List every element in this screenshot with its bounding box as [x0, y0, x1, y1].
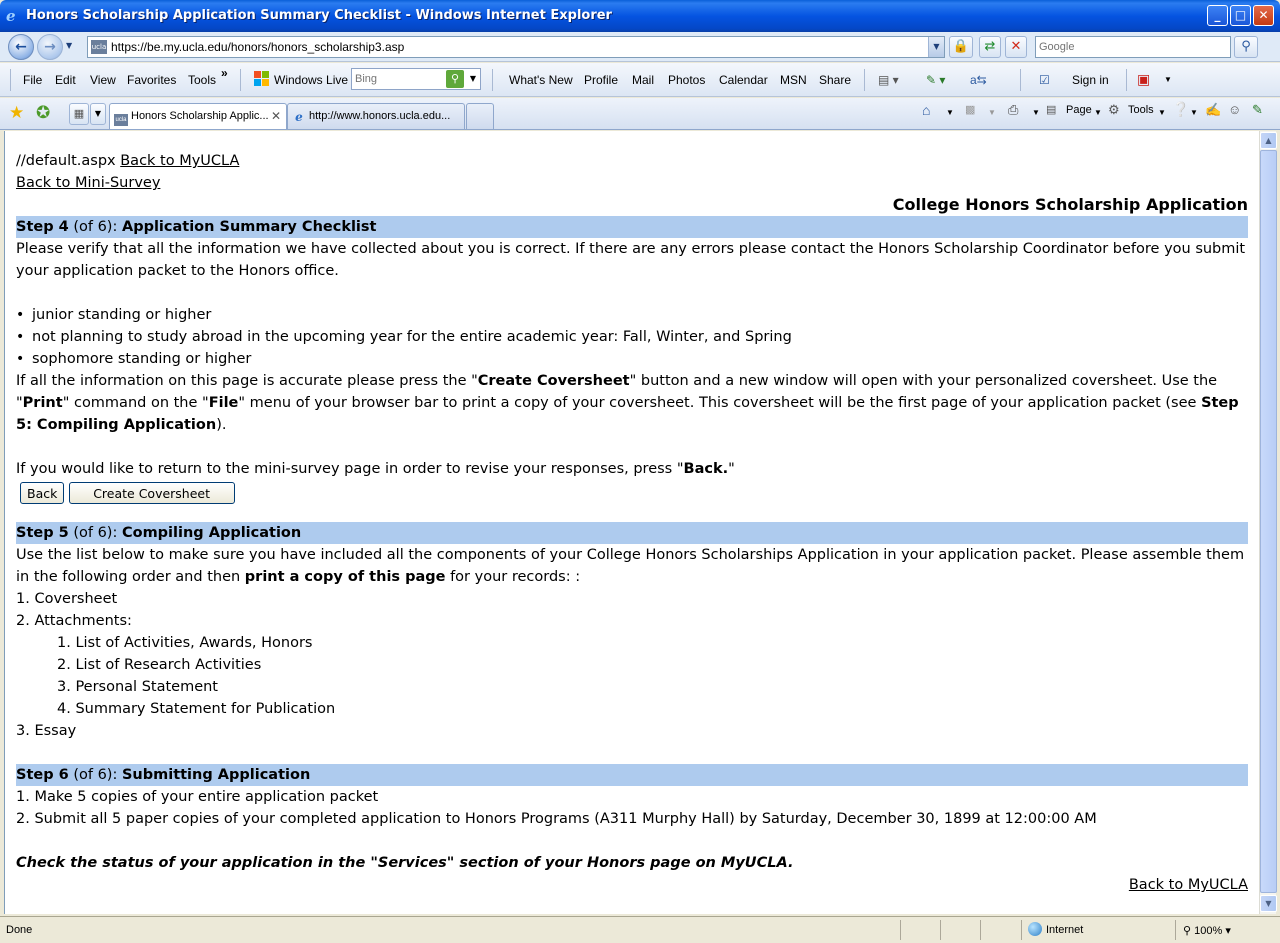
- back-nav-button[interactable]: [8, 34, 34, 60]
- status-bar: [0, 916, 1280, 943]
- tab-title: Honors Scholarship Applic...: [131, 110, 269, 122]
- close-button[interactable]: ✕: [1253, 5, 1274, 26]
- coversheet-instructions: If all the information on this page is accurate please press the "Create Coversheet" button and a new window will open with your personalized coversheet. Use the "Print" command on the "File" menu of your browser bar to print a copy of your coversheet. This coversheet will be the first page of your application packet (see Step 5: Compiling Application).: [16, 373, 1239, 433]
- address-toolbar: [0, 32, 1280, 62]
- tab-list-dropdown[interactable]: [90, 103, 106, 125]
- window-title: Honors Scholarship Application Summary Checklist - Windows Internet Explorer: [26, 8, 612, 23]
- blog-this-icon[interactable]: ✎: [1252, 102, 1263, 117]
- page-dropdown-icon[interactable]: ▼: [1094, 108, 1102, 117]
- search-box[interactable]: [1035, 36, 1231, 58]
- tab-favicon-icon: ucla: [114, 114, 128, 126]
- quick-tabs-icon: ▦: [73, 107, 85, 120]
- security-zone[interactable]: Internet: [1021, 920, 1083, 940]
- new-tab-button[interactable]: [466, 103, 494, 129]
- list-item: 4. Summary Statement for Publication: [57, 701, 336, 717]
- print-icon[interactable]: ⎙: [1008, 102, 1019, 117]
- stop-button[interactable]: [1005, 36, 1027, 58]
- menu-overflow-chevron-icon[interactable]: »: [221, 66, 228, 80]
- vertical-scrollbar[interactable]: [1259, 131, 1276, 914]
- globe-icon: [1028, 922, 1042, 936]
- tab-toolbar: [0, 98, 1280, 130]
- history-dropdown-icon[interactable]: ▼: [66, 41, 73, 50]
- windows-live-button[interactable]: Windows Live: [274, 73, 349, 87]
- page-icon[interactable]: ▤: [1046, 104, 1057, 116]
- sign-in-button[interactable]: Sign in: [1072, 73, 1109, 87]
- list-item: 2. List of Research Activities: [57, 657, 262, 673]
- live-whats-new[interactable]: What's New: [509, 73, 573, 87]
- live-msn[interactable]: MSN: [780, 73, 807, 87]
- search-icon: ⚲: [1241, 39, 1251, 54]
- zoom-icon: ⚲: [1183, 925, 1195, 937]
- quick-tabs-button[interactable]: [69, 103, 89, 125]
- zoom-level[interactable]: ⚲ 100% ▾: [1183, 925, 1231, 937]
- back-to-myucla-link[interactable]: Back to MyUCLA: [120, 153, 240, 169]
- add-favorite-icon[interactable]: ✪: [36, 103, 51, 123]
- list-item: • not planning to study abroad in the upcoming year for the entire academic year: Fall, Winter, and Spring: [16, 326, 1248, 348]
- tab-honors-site[interactable]: [287, 103, 465, 129]
- address-dropdown-icon[interactable]: ▼: [928, 37, 944, 57]
- search-input[interactable]: [1039, 38, 1229, 56]
- feeds-icon[interactable]: ▩: [965, 104, 976, 116]
- highlight-icon[interactable]: ✎ ▾: [926, 73, 946, 87]
- action-buttons: [20, 482, 1248, 506]
- list-item: 1. List of Activities, Awards, Honors: [57, 635, 313, 651]
- list-item: 3. Essay: [16, 723, 77, 739]
- lock-icon: 🔒: [952, 39, 970, 54]
- address-url[interactable]: https://be.my.ucla.edu/honors/honors_scholarship3.asp: [111, 40, 405, 54]
- return-instructions: If you would like to return to the mini-survey page in order to revise your responses, press "Back.": [16, 461, 735, 477]
- stop-icon: ✕: [1010, 39, 1022, 54]
- bing-search-box[interactable]: [351, 68, 481, 90]
- pdf-dropdown-icon[interactable]: ▼: [1164, 75, 1172, 84]
- forward-arrow-icon: →: [44, 39, 56, 55]
- top-text: //default.aspx: [16, 153, 116, 169]
- live-mail[interactable]: Mail: [632, 73, 655, 87]
- step5-intro: Use the list below to make sure you have included all the components of your College Honors Scholarships Application in your application packet. Please assemble them in the following order and then print a copy of this page for your records: :: [16, 547, 1245, 585]
- address-field[interactable]: [87, 36, 945, 58]
- windows-live-icon: [254, 71, 270, 87]
- checkbox-icon[interactable]: ☑: [1039, 73, 1050, 87]
- list-item: 2. Submit all 5 paper copies of your completed application to Honors Programs (A311 Murphy Hall) by Saturday, December 30, 1899 at 12:00:00 AM: [16, 811, 1097, 827]
- list-item: • sophomore standing or higher: [16, 348, 1248, 370]
- tab-list-chevron-icon: ▼: [94, 109, 102, 118]
- menu-tools[interactable]: Tools: [188, 73, 217, 87]
- scroll-down-icon[interactable]: ▼: [1260, 895, 1277, 912]
- tab-title: http://www.honors.ucla.edu...: [309, 110, 451, 122]
- list-item: 1. Make 5 copies of your entire application packet: [16, 789, 379, 805]
- status-text: Done: [6, 924, 33, 936]
- menu-toolbar: [0, 63, 1280, 97]
- bing-search-input[interactable]: [355, 70, 447, 88]
- scroll-thumb[interactable]: [1260, 150, 1277, 893]
- maximize-button[interactable]: □: [1230, 5, 1251, 26]
- forward-nav-button[interactable]: [37, 34, 63, 60]
- live-photos[interactable]: Photos: [668, 73, 706, 87]
- back-arrow-icon: ←: [15, 39, 27, 55]
- site-favicon-icon: ucla: [91, 40, 107, 54]
- step5-header: Step 5 (of 6): Compiling Application: [16, 522, 1248, 544]
- scroll-up-icon[interactable]: ▲: [1260, 132, 1277, 149]
- gear-icon[interactable]: ⚙: [1108, 102, 1120, 117]
- refresh-icon: ⇄: [984, 39, 996, 54]
- status-note: Check the status of your application in the "Services" section of your Honors page on MyUCLA.: [16, 855, 794, 871]
- live-profile[interactable]: Profile: [584, 73, 619, 87]
- list-item: 3. Personal Statement: [57, 679, 218, 695]
- research-icon[interactable]: ✍: [1205, 102, 1222, 117]
- step4-header: Step 4 (of 6): Application Summary Checklist: [16, 216, 1248, 238]
- live-share[interactable]: Share: [819, 73, 852, 87]
- help-icon[interactable]: ❔: [1172, 101, 1190, 117]
- tab-honors-application[interactable]: [109, 103, 287, 129]
- feeds-dropdown-icon[interactable]: ▼: [988, 108, 996, 117]
- refresh-button[interactable]: [979, 36, 1001, 58]
- bing-search-icon[interactable]: ⚲: [446, 70, 464, 88]
- back-button[interactable]: Back: [20, 482, 64, 504]
- back-to-mini-survey-link[interactable]: Back to Mini-Survey: [16, 175, 161, 191]
- eligibility-list: [16, 304, 1248, 370]
- translate-icon[interactable]: a⇆: [970, 73, 987, 87]
- menu-file[interactable]: File: [23, 73, 43, 87]
- ie-logo-icon: e: [6, 7, 16, 25]
- live-calendar[interactable]: Calendar: [719, 73, 768, 87]
- pdf-icon[interactable]: ▣: [1137, 71, 1151, 87]
- blog-icon[interactable]: ▤ ▾: [878, 73, 899, 87]
- create-coversheet-button[interactable]: Create Coversheet: [69, 482, 235, 504]
- step6-header: Step 6 (of 6): Submitting Application: [16, 764, 1248, 786]
- list-item: • junior standing or higher: [16, 304, 1248, 326]
- print-dropdown-icon[interactable]: ▼: [1032, 108, 1040, 117]
- help-dropdown-icon[interactable]: ▼: [1190, 108, 1198, 117]
- tab-ie-icon: e: [295, 110, 303, 124]
- tools-dropdown-icon[interactable]: ▼: [1158, 108, 1166, 117]
- messenger-icon[interactable]: ☺: [1228, 102, 1242, 117]
- menu-favorites[interactable]: Favorites: [127, 73, 177, 87]
- page-menu-button[interactable]: Page: [1066, 104, 1092, 116]
- search-button[interactable]: [1234, 36, 1258, 58]
- page-heading: College Honors Scholarship Application: [892, 195, 1248, 214]
- tab-close-icon[interactable]: ✕: [270, 109, 281, 123]
- list-item: 1. Coversheet: [16, 591, 118, 607]
- bing-dropdown-icon[interactable]: ▼: [469, 74, 477, 83]
- tools-menu-button[interactable]: Tools: [1128, 104, 1154, 116]
- page-body: [16, 150, 1248, 896]
- browser-viewport: [4, 131, 1259, 914]
- list-item: 2. Attachments:: [16, 613, 132, 629]
- home-icon[interactable]: ⌂: [922, 102, 931, 118]
- home-dropdown-icon[interactable]: ▼: [946, 108, 954, 117]
- title-bar: [0, 0, 1280, 32]
- step4-intro: Please verify that all the information we have collected about you is correct. If there are any errors please contact the Honors Scholarship Coordinator before you submit your application packet to the Honors office.: [16, 241, 1246, 279]
- menu-edit[interactable]: Edit: [55, 73, 76, 87]
- minimize-button[interactable]: _: [1207, 5, 1228, 26]
- menu-view[interactable]: View: [90, 73, 116, 87]
- bottom-back-to-myucla-link[interactable]: Back to MyUCLA: [1128, 877, 1248, 893]
- security-lock-button[interactable]: [949, 36, 973, 58]
- favorites-star-icon[interactable]: ★: [9, 103, 25, 123]
